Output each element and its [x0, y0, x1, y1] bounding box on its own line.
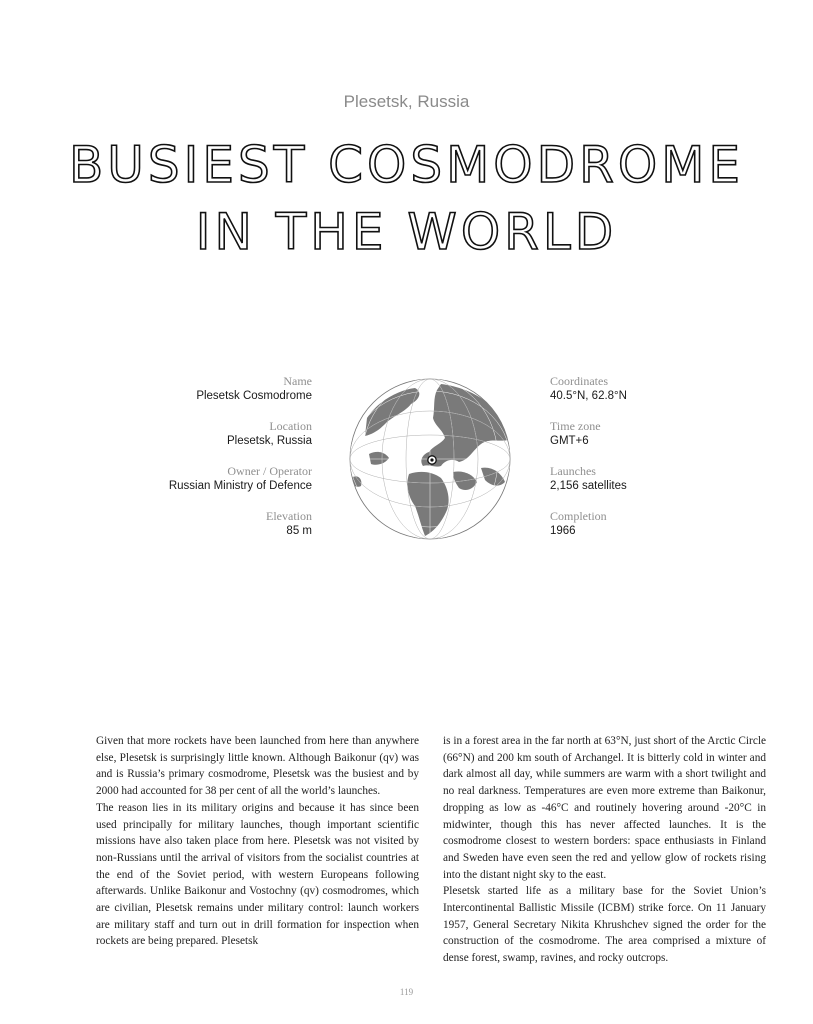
- fact-owner-operator: [152, 464, 312, 509]
- paragraph: The reason lies in its military origins and because it has since been used principally for military launches, though important scientific missions have also taken place from here. Plesetsk was not visited by non-Russians until the arrival of visitors from the socialist countries at the end of the Soviet period, with western Europeans following afterwards. Unlike Baikonur and Vostochny (qv) cosmodromes, which are civilian, Plesetsk remains under military control: launch workers are military staff and turn out in drill formation for inspection when rockets are being prepared. Plesetsk: [96, 801, 419, 948]
- page-title-line-1: BUSIEST COSMODROME: [69, 136, 744, 194]
- fact-value: 40.5°N, 62.8°N: [550, 390, 627, 402]
- fact-elevation: [152, 509, 312, 554]
- fact-value: Plesetsk Cosmodrome: [196, 390, 312, 402]
- page-number: 119: [399, 987, 414, 997]
- paragraph: Plesetsk started life as a military base for the Soviet Union’s Intercontinental Ballistic Missile (ICBM) strike force. On 11 January 1957, General Secretary Nikita Khrushchev signed the order for the construction of the cosmodrome. The area comprised a mixture of dense forest, swamp, ravines, and rocky outcrops.: [443, 885, 766, 965]
- fact-value: Russian Ministry of Defence: [168, 480, 312, 492]
- fact-value: GMT+6: [550, 435, 589, 447]
- fact-value: 1966: [550, 525, 576, 537]
- fact-label: Location: [269, 419, 312, 433]
- fact-label: Launches: [550, 464, 596, 478]
- fact-label: Owner / Operator: [227, 464, 312, 478]
- paragraph: is in a forest area in the far north at 63°N, just short of the Arctic Circle (66°N) and 200 km south of Archangel. It is bitterly cold in winter and dark almost all day, while summers are warm with a short twilight and no real darkness. Temperatures are even more extreme than Baikonur, dropping as low as -46°C and routinely hovering around -20°C in midwinter, though this has never affected launches. It is the cosmodrome closest to western borders: space enthusiasts in Finland and Sweden have even seen the red and yellow glow of rockets rising into the distant night sky to the east.: [443, 735, 766, 881]
- fact-location: [152, 419, 312, 464]
- fact-label: Name: [283, 374, 312, 388]
- page-title-line-2: IN THE WORLD: [195, 203, 618, 261]
- body-text: [96, 733, 766, 967]
- fact-launches: [550, 464, 710, 509]
- paragraph: Given that more rockets have been launched from here than anywhere else, Plesetsk is surprisingly little known. Although Baikonur (qv) was and is Russia’s primary cosmodrome, Plesetsk was the busiest and by 2000 had accounted for 38 per cent of all the world’s launches.: [96, 735, 419, 798]
- fact-label: Coordinates: [550, 374, 608, 388]
- fact-name: [152, 374, 312, 419]
- fact-time-zone: [550, 419, 710, 464]
- fact-value: 2,156 satellites: [550, 480, 627, 492]
- facts-right-column: [550, 374, 710, 554]
- body-column-right: [443, 733, 766, 967]
- fact-completion: [550, 509, 710, 554]
- globe-map-icon: [349, 378, 511, 540]
- page-subtitle: Plesetsk, Russia: [343, 92, 470, 111]
- fact-value: 85 m: [286, 525, 312, 537]
- fact-label: Elevation: [266, 509, 312, 523]
- body-column-left: [96, 733, 419, 967]
- facts-left-column: [152, 374, 312, 554]
- fact-label: Time zone: [550, 419, 601, 433]
- fact-coordinates: [550, 374, 710, 419]
- fact-value: Plesetsk, Russia: [226, 435, 312, 447]
- fact-label: Completion: [550, 509, 607, 523]
